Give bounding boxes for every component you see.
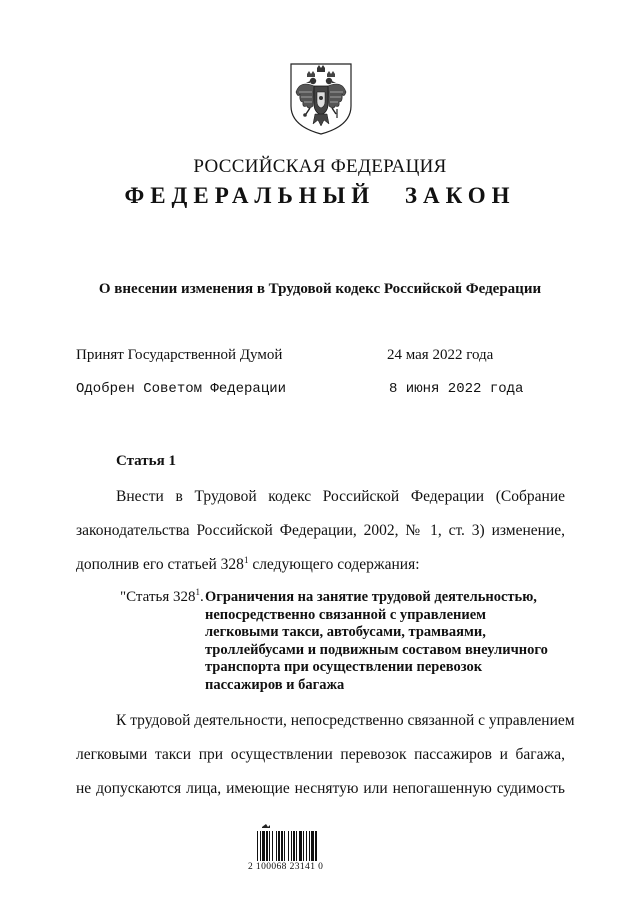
article-paragraph-line: К трудовой деятельности, непосредственно связанной с управлением	[116, 712, 575, 729]
barcode-number: 2 100068 23141 0	[248, 862, 324, 872]
new-article-title-line: троллейбусами и подвижным составом внеуличного	[205, 641, 548, 658]
article-paragraph-line: не допускаются лица, имеющие неснятую или непогашенную судимость	[76, 780, 565, 797]
article-paragraph-line: легковыми такси при осуществлении перевозок пассажиров и багажа,	[76, 746, 565, 763]
new-article-title-line: Ограничения на занятие трудовой деятельностью,	[205, 589, 537, 605]
duma-adoption-label: Принят Государственной Думой	[76, 347, 283, 363]
duma-adoption-date: 24 мая 2022 года	[387, 347, 494, 363]
law-title: О внесении изменения в Трудовой кодекс Российской Федерации	[98, 281, 542, 297]
new-article-label: "Статья $328^1$.	[120, 587, 204, 605]
article-paragraph-line: законодательства Российской Федерации, 2002, № 1, ст. 3) изменение,	[76, 522, 565, 539]
new-article-title-line: пассажиров и багажа	[205, 676, 345, 693]
law-type-heading: ФЕДЕРАЛЬНЫЙ ЗАКОН	[124, 183, 516, 208]
new-article-title	[205, 589, 585, 694]
council-approval-date: 8 июня 2022 года	[389, 381, 524, 397]
country-name: РОССИЙСКАЯ ФЕДЕРАЦИЯ	[193, 156, 447, 177]
article-heading: Статья 1	[116, 453, 176, 469]
article-paragraph-line: Внести в Трудовой кодекс Российской Федерации (Собрание	[116, 488, 565, 505]
new-article-title-line: транспорта при осуществлении перевозок	[205, 659, 483, 675]
russian-coat-of-arms-icon	[288, 62, 354, 136]
new-article-title-line: непосредственно связанной с управлением	[205, 606, 487, 623]
new-article-title-line: легковыми такси, автобусами, трамваями,	[205, 624, 486, 640]
barcode-icon	[256, 824, 341, 863]
council-approval-label: Одобрен Советом Федерации	[76, 381, 287, 397]
article-paragraph-line: дополнив его статьей $328^1$ следующего содержания:	[76, 555, 420, 573]
